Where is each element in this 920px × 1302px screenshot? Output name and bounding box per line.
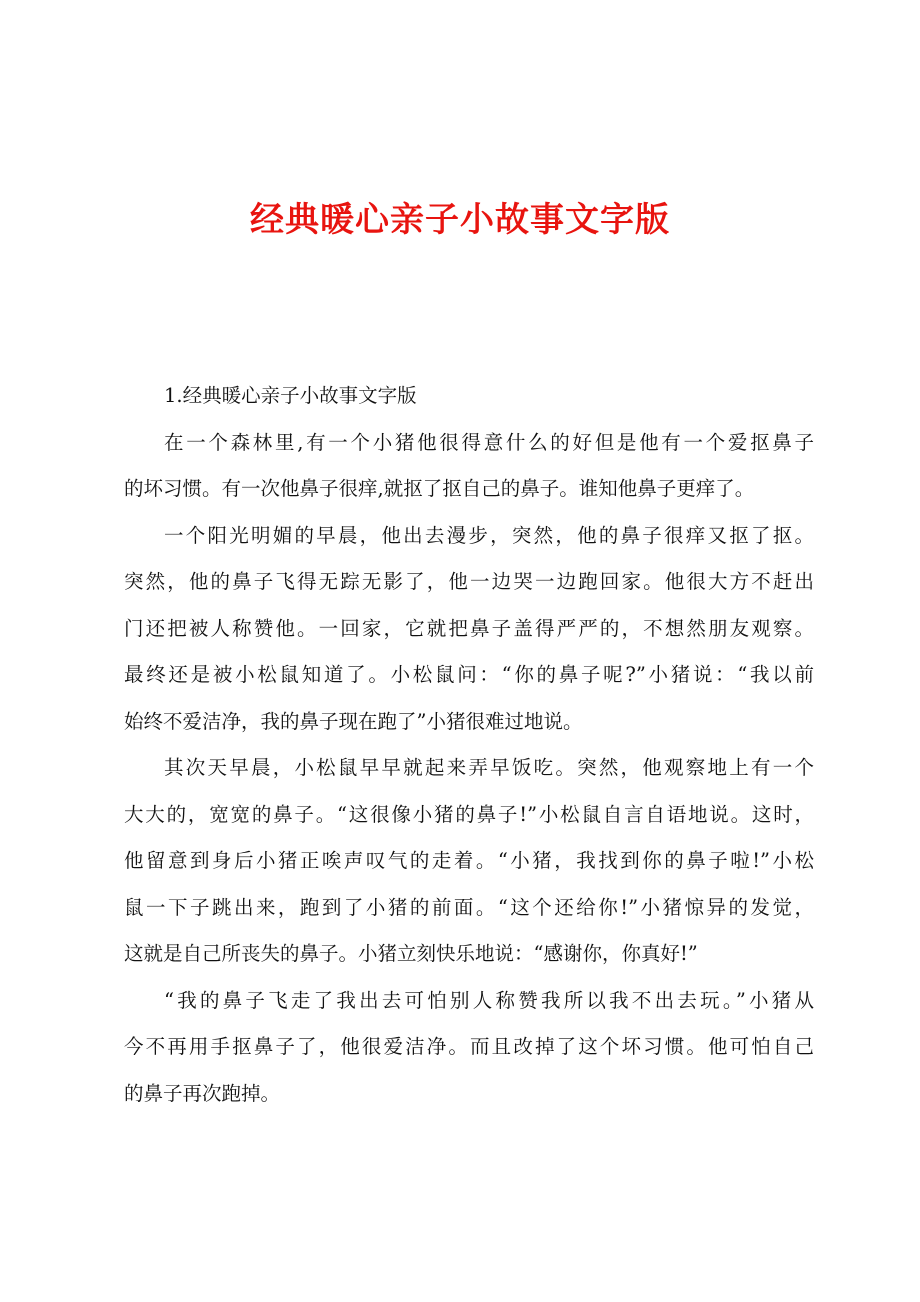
paragraph-line: 最终还是被小松鼠知道了。小松鼠问：“你的鼻子呢?”小猪说：“我以前 <box>124 663 814 686</box>
paragraph-line: 突然，他的鼻子飞得无踪无影了，他一边哭一边跑回家。他很大方不赶出 <box>124 570 814 593</box>
paragraph-2 <box>124 513 814 746</box>
paragraph-line: 这就是自己所丧失的鼻子。小猪立刻快乐地说：“感谢你，你真好!” <box>124 942 698 965</box>
section-heading: 1.经典暖心亲子小故事文字版 <box>164 384 417 407</box>
paragraph-line: 大大的，宽宽的鼻子。“这很像小猪的鼻子!”小松鼠自言自语地说。这时， <box>124 802 814 826</box>
paragraph-1 <box>124 420 814 513</box>
paragraph-line: 其次天早晨，小松鼠早早就起来弄早饭吃。突然，他观察地上有一个 <box>164 756 814 779</box>
document-body <box>124 373 814 1117</box>
paragraph-4 <box>124 978 814 1118</box>
paragraph-line: “我的鼻子飞走了我出去可怕别人称赞我所以我不出去玩。”小猪从 <box>164 988 814 1012</box>
paragraph-line: 的鼻子再次跑掉。 <box>124 1081 281 1105</box>
paragraph-3 <box>124 745 814 978</box>
paragraph-line: 门还把被人称赞他。一回家，它就把鼻子盖得严严的，不想然朋友观察。 <box>124 616 814 640</box>
paragraph-line: 一个阳光明媚的早晨，他出去漫步，突然，他的鼻子很痒又抠了抠。 <box>164 523 814 547</box>
paragraph-line: 的坏习惯。有一次他鼻子很痒,就抠了抠自己的鼻子。谁知他鼻子更痒了。 <box>124 477 755 500</box>
paragraph-line: 鼠一下子跳出来，跑到了小猪的前面。“这个还给你!”小猪惊异的发觉， <box>124 895 814 919</box>
paragraph-line: 始终不爱洁净，我的鼻子现在跑了”小猪很难过地说。 <box>124 709 583 733</box>
paragraph-line: 他留意到身后小猪正唉声叹气的走着。“小猪，我找到你的鼻子啦!”小松 <box>124 849 814 872</box>
paragraph-line: 今不再用手抠鼻子了，他很爱洁净。而且改掉了这个坏习惯。他可怕自己 <box>124 1035 814 1058</box>
document-title: 经典暖心亲子小故事文字版 <box>250 200 670 240</box>
paragraph-line: 在一个森林里,有一个小猪他很得意什么的好但是他有一个爱抠鼻子 <box>164 430 814 454</box>
